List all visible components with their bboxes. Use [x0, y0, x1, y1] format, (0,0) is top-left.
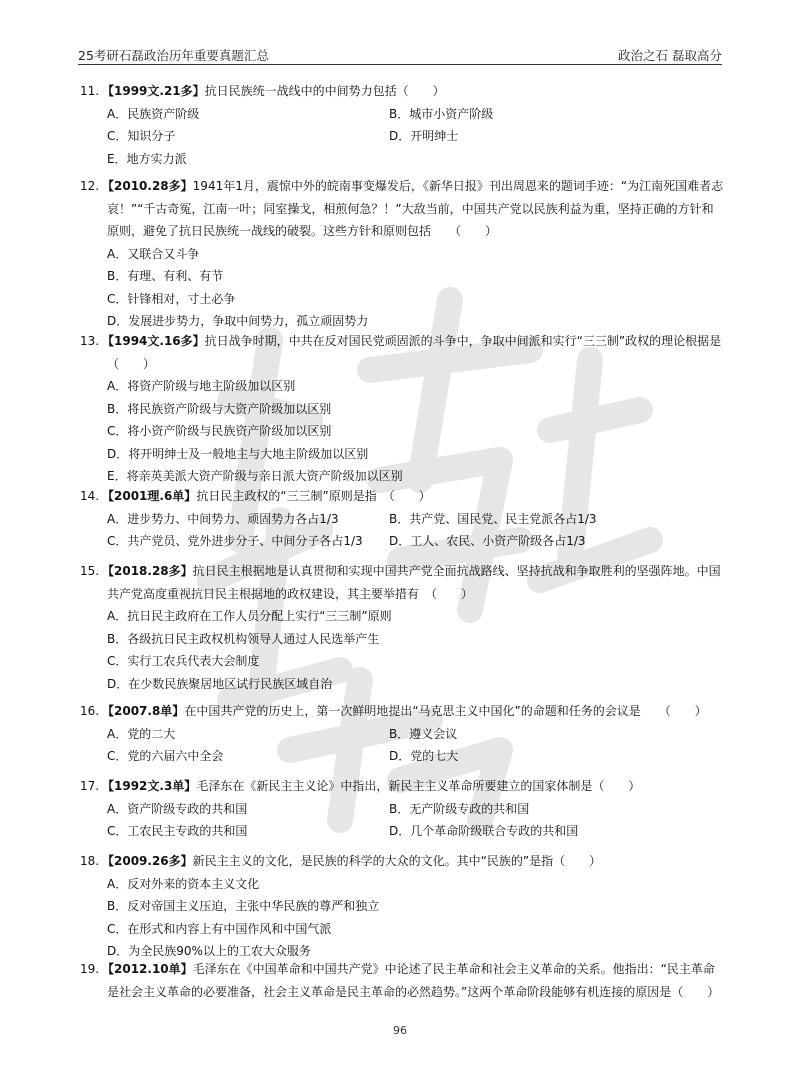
- option: D．将开明绅士及一般地主与大地主阶级加以区别: [107, 446, 369, 461]
- page-number: 96: [393, 1024, 407, 1037]
- question-text: 在中国共产党的历史上，第一次鲜明地提出“马克思主义中国化”的命题和任务的会议是 （ ）: [184, 704, 707, 718]
- question-stem: [80, 958, 725, 1003]
- question-item: [80, 700, 725, 768]
- question-item: [80, 775, 725, 843]
- question-source: 【1999文.21多】: [102, 84, 205, 98]
- question-source: 【2001理.6单】: [102, 489, 197, 503]
- question-source: 【2007.8单】: [102, 704, 185, 718]
- page-header: [78, 44, 722, 65]
- question-item: [80, 958, 725, 1003]
- option: B．无产阶级专政的共和国: [389, 801, 530, 816]
- question-item: [80, 330, 725, 488]
- header-title: 25考研石磊政治历年重要真题汇总: [78, 48, 269, 63]
- question-number: 14.: [80, 489, 100, 503]
- option: D．开明绅士: [389, 129, 459, 143]
- option: C．针锋相对，寸土必争: [107, 291, 236, 306]
- option-row: [107, 530, 725, 553]
- option: A．进步势力、中间势力、顽固势力各占1/3: [107, 511, 339, 526]
- question-text: 毛泽东在《新民主主义论》中指出，新民主主义革命所要建立的国家体制是（ ）: [196, 779, 641, 793]
- question-number: 13.: [80, 334, 100, 348]
- option-list: [80, 103, 725, 171]
- option: B．城市小资产阶级: [389, 106, 494, 121]
- question-text: 抗日战争时期，中共在反对国民党顽固派的斗争中，争取中间派和实行“三三制”政权的理论根据是（ ）: [107, 334, 722, 371]
- question-stem: [80, 175, 725, 243]
- option-row: [107, 148, 725, 171]
- header-slogan: 政治之石 磊取高分: [618, 48, 722, 63]
- option: D．工人、农民、小资产阶级各占1/3: [389, 534, 586, 548]
- question-stem: [80, 775, 725, 798]
- option-list: [80, 508, 725, 553]
- question-item: [80, 560, 725, 695]
- option-row: [107, 745, 725, 768]
- option: C．党的六届六中全会: [107, 749, 224, 763]
- question-number: 15.: [80, 564, 100, 578]
- option: D．为全民族90%以上的工农大众服务: [107, 944, 311, 958]
- option: D．在少数民族聚居地区试行民族区域自治: [107, 676, 333, 691]
- question-stem: [80, 485, 725, 508]
- option: A．又联合又斗争: [107, 246, 200, 261]
- question-number: 19.: [80, 962, 100, 976]
- question-number: 18.: [80, 854, 100, 868]
- question-text: 抗日民族统一战线中的中间势力包括（ ）: [204, 84, 445, 98]
- option-row: [107, 125, 725, 148]
- option: C．在形式和内容上有中国作风和中国气派: [107, 921, 332, 936]
- question-stem: [80, 80, 725, 103]
- question-text: 抗日民主根据地是认真贯彻和实现中国共产党全面抗战路线、坚持抗战和争取胜利的坚强阵地。中国共产党高度重视抗日民主根据地的政权建设，其主要举措有 （ ）: [107, 564, 721, 601]
- option: C．共产党员、党外进步分子、中间分子各占1/3: [107, 534, 363, 548]
- option: B．将民族资产阶级与大资产阶级加以区别: [107, 401, 332, 416]
- option: E．地方实力派: [107, 151, 187, 166]
- question-text: 毛泽东在《中国革命和中国共产党》中论述了民主革命和社会主义革命的关系。他指出：“民主革命是社会主义革命的必要准备，社会主义革命是民主革命的必然趋势。”这两个革命阶段能够有机连接的原因是（ ）: [107, 962, 720, 999]
- question-number: 11.: [80, 84, 100, 98]
- option-row: [107, 723, 725, 746]
- option: D．发展进步势力，争取中间势力，孤立顽固势力: [107, 314, 369, 328]
- option-list: [80, 243, 725, 333]
- question-source: 【2018.28多】: [102, 564, 193, 578]
- option: B．有理、有利、有节: [107, 269, 224, 283]
- option: B．反对帝国主义压迫，主张中华民族的尊严和独立: [107, 899, 380, 913]
- question-stem: [80, 330, 725, 375]
- question-item: [80, 850, 725, 963]
- option: B．共产党、国民党、民主党派各占1/3: [389, 511, 597, 526]
- option: D．党的七大: [389, 749, 459, 763]
- option: B．遵义会议: [389, 726, 458, 741]
- option-row: [107, 820, 725, 843]
- option-list: [80, 375, 725, 488]
- question-stem: [80, 700, 725, 723]
- question-source: 【2009.26多】: [102, 854, 193, 868]
- option: A．党的二大: [107, 726, 176, 741]
- option: A．将资产阶级与地主阶级加以区别: [107, 379, 296, 393]
- option: C．实行工农兵代表大会制度: [107, 654, 260, 668]
- option-row: [107, 798, 725, 821]
- question-item: [80, 80, 725, 170]
- option: B．各级抗日民主政权机构领导人通过人民选举产生: [107, 631, 380, 646]
- question-source: 【2012.10单】: [102, 962, 193, 976]
- option-list: [80, 873, 725, 963]
- option: C．知识分子: [107, 129, 176, 143]
- option-list: [80, 723, 725, 768]
- option-list: [80, 798, 725, 843]
- question-number: 12.: [80, 179, 100, 193]
- option: A．抗日民主政府在工作人员分配上实行“三三制”原则: [107, 609, 392, 623]
- option-row: [107, 508, 725, 531]
- option: D．几个革命阶级联合专政的共和国: [389, 824, 579, 838]
- question-number: 16.: [80, 704, 100, 718]
- question-number: 17.: [80, 779, 100, 793]
- question-source: 【2010.28多】: [102, 179, 193, 193]
- question-source: 【1992文.3单】: [102, 779, 197, 793]
- option: A．民族资产阶级: [107, 106, 200, 121]
- option-list: [80, 605, 725, 695]
- question-stem: [80, 560, 725, 605]
- option: A．反对外来的资本主义文化: [107, 876, 260, 891]
- question-text: 抗日民主政权的“三三制”原则是指 （ ）: [196, 489, 431, 503]
- question-text: 1941年1月，震惊中外的皖南事变爆发后，《新华日报》刊出周恩来的题词手迹：“为江南死国难者志哀！”“千古奇冤，江南一叶；同室操戈，相煎何急？！”大敌当前，中国共产党以民族利益为重，坚持正确的方针和原则，避免了抗日民族统一战线的破裂。这些方针和原则包括 （ ）: [107, 179, 724, 238]
- question-item: [80, 485, 725, 553]
- question-text: 新民主主义的文化，是民族的科学的大众的文化。其中“民族的”是指（ ）: [192, 854, 602, 868]
- option: C．工农民主专政的共和国: [107, 824, 248, 838]
- option: E．将亲英美派大资产阶级与亲日派大资产阶级加以区别: [107, 469, 403, 483]
- question-source: 【1994文.16多】: [102, 334, 205, 348]
- option: A．资产阶级专政的共和国: [107, 801, 248, 816]
- option: C．将小资产阶级与民族资产阶级加以区别: [107, 424, 332, 438]
- question-stem: [80, 850, 725, 873]
- question-item: [80, 175, 725, 333]
- option-row: [107, 103, 725, 126]
